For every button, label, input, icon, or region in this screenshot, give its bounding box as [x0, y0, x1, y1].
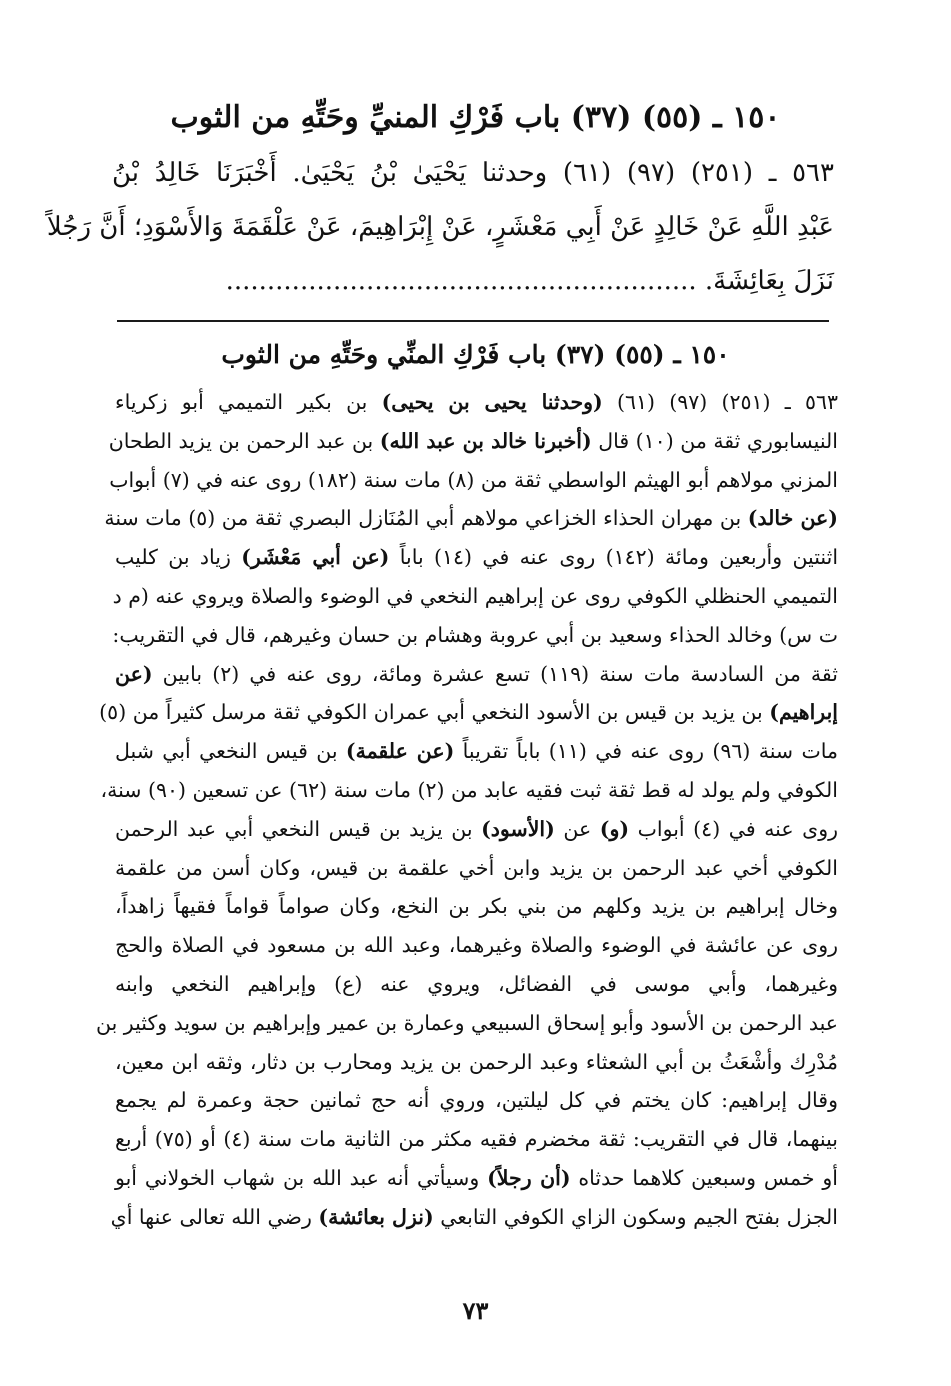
hadith-text: [46, 146, 834, 308]
commentary-segment: أو خمس وسبعين كلاهما حدثاه: [570, 1165, 838, 1190]
commentary-segment: بن قيس النخعي أبي شبل: [115, 739, 346, 764]
commentary-segment: عن: [554, 816, 600, 841]
bold-term: (و): [599, 816, 630, 841]
commentary-line: [115, 887, 838, 926]
commentary-segment: مُدْرِك وأشْعَثُ بن أبي الشعثاء وعبد الرحمن بن يزيد ومحارب بن دثار، وثقه ابن معين،: [115, 1049, 838, 1074]
commentary-segment: بن يزيد بن قيس بن الأسود النخعي أبي عمران الكوفي ثقة مرسل كثيراً من (٥): [99, 700, 770, 725]
commentary-segment: وقال إبراهيم: كان يختم في كل ليلتين، وروي أنه حج ثمانين حجة وعمرة لم يجمع: [115, 1088, 838, 1113]
commentary-line: [115, 1120, 838, 1159]
commentary-segment: التميمي الحنظلي الكوفي روى عن إبراهيم النخعي في الوضوء والصلاة ويروي عنه (م د: [112, 583, 838, 608]
commentary-segment: اثنتين وأربعين ومائة (١٤٢) روى عنه في (١٤) باباً: [389, 545, 839, 570]
commentary-chapter-title: ١٥٠ ـ (٥٥) (٣٧) باب فَرْكِ المنِّي وحَتِّهِ من الثوب: [221, 340, 730, 369]
commentary-segment: ٥٦٣ ـ (٢٥١) (٩٧) (٦١): [602, 390, 839, 414]
commentary-segment: بن مهران الحذاء الخزاعي مولاهم أبي المُنَازل البصري ثقة من (٥) مات سنة: [104, 506, 748, 531]
commentary-text: [95, 383, 839, 1237]
commentary-segment: النيسابوري ثقة من (١٠) قال: [591, 428, 838, 453]
bold-term: (عن: [115, 661, 153, 686]
commentary-line: [115, 810, 838, 849]
bold-term: (أن رجلاً): [487, 1165, 571, 1190]
commentary-segment: رضي الله تعالى عنها أي: [110, 1204, 319, 1229]
commentary-segment: زياد بن كليب: [115, 545, 242, 570]
commentary-line: [115, 965, 838, 1004]
bold-term: (عن علقمة): [345, 739, 455, 764]
commentary-line: [100, 771, 838, 810]
bold-term: (عن أبي مَعْشَر): [241, 545, 390, 570]
bold-term: إبراهيم): [769, 700, 838, 725]
commentary-segment: مات سنة (٩٦) روى عنه في (١١) باباً تقريباً: [454, 739, 838, 764]
commentary-line: [115, 926, 838, 965]
hadith-chapter-title: ١٥٠ ـ (٥٥) (٣٧) باب فَرْكِ المنيِّ وحَتِّهِ من الثوب: [170, 100, 781, 135]
commentary-segment: ت س) وخالد الحذاء وسعيد بن أبي عروبة وهشام بن حسان وغيرهم، قال في التقريب:: [112, 622, 838, 647]
bold-term: (الأسود): [481, 816, 555, 841]
commentary-line: [115, 383, 838, 422]
commentary-segment: وغيرهما، وأبي موسى في الفضائل، ويروي عنه (ع) وإبراهيم النخعي وابنه: [115, 971, 838, 996]
commentary-segment: الكوفي ولم يولد له قط ثقة ثبت فقيه عابد من (٢) مات سنة (٦٢) عن تسعين (٩٠) سنة،: [100, 777, 838, 802]
commentary-segment: بينهما، قال في التقريب: ثقة مخضرم فقيه مكثر من الثانية مات سنة (٤) أو (٧٥) أربع: [115, 1127, 838, 1152]
commentary-segment: بن عبد الرحمن بن يزيد الطحان: [108, 428, 380, 453]
hadith-line: عَبْدِ اللَّهِ عَنْ خَالِدٍ عَنْ أَبِي مَعْشَرٍ، عَنْ إِبْرَاهِيمَ، عَنْ عَلْقَمَةَ وَالأَسْوَدِ؛ أَنَّ رَجُلاً: [46, 212, 834, 242]
bold-term: (أخبرنا خالد بن عبد الله): [379, 428, 592, 453]
commentary-line: [95, 1004, 838, 1043]
commentary-segment: روى عنه في (٤) أبواب: [629, 816, 839, 841]
commentary-line: [115, 655, 838, 694]
commentary-segment: روى عن عائشة في الوضوء والصلاة وغيرهما، وعبد الله بن مسعود في الصلاة والحج: [115, 933, 838, 958]
commentary-line: [115, 1043, 838, 1082]
hadith-line: ٥٦٣ ـ (٢٥١) (٩٧) (٦١) وحدثنا يَحْيَىٰ بْنُ يَحْيَىٰ. أَخْبَرَنَا خَالِدُ بْنُ: [112, 158, 834, 188]
commentary-line: [112, 577, 838, 616]
commentary-segment: بن بكير التميمي أبو زكرياء: [115, 390, 382, 414]
bold-term: (نزل بعائشة): [318, 1204, 434, 1229]
commentary-segment: المزني مولاهم أبو الهيثم الواسطي ثقة من (٨) مات سنة (١٨٢) روى عنه في (٧) أبواب: [109, 467, 838, 492]
commentary-line: [108, 422, 838, 461]
bold-term: (عن خالد): [747, 506, 838, 531]
commentary-line: [99, 693, 838, 732]
commentary-line: [115, 1159, 838, 1198]
commentary-line: [112, 616, 838, 655]
commentary-segment: وخال إبراهيم بن يزيد وكلهم من بني بكر بن النخع، وكان صواماً قواماً فقيهاً زاهداً،: [115, 894, 838, 919]
commentary-line: [115, 1081, 838, 1120]
commentary-segment: بن يزيد بن قيس النخعي أبي عبد الرحمن: [115, 816, 482, 841]
bold-term: (وحدثنا يحيى بن يحيى): [381, 390, 603, 414]
commentary-line: [104, 499, 838, 538]
section-divider: [117, 320, 829, 322]
commentary-segment: وسيأتي أنه عبد الله بن شهاب الخولاني أبو: [115, 1165, 488, 1190]
commentary-segment: الجزل بفتح الجيم وسكون الزاي الكوفي التابعي: [433, 1204, 838, 1229]
commentary-line: [109, 461, 838, 500]
commentary-segment: عبد الرحمن بن الأسود وأبو إسحاق السبيعي وعمارة بن عمير وإبراهيم بن سويد وكثير بن: [95, 1010, 838, 1035]
commentary-line: [110, 1198, 838, 1237]
commentary-segment: ثقة من السادسة مات سنة (١١٩) تسع عشرة ومائة، روى عنه في (٢) بابين: [152, 661, 838, 686]
commentary-line: [115, 732, 838, 771]
hadith-line: نَزَلَ بِعَائِشَةَ. .........................................................: [225, 266, 834, 296]
commentary-line: [115, 849, 838, 888]
commentary-line: [115, 538, 838, 577]
page-number: ٧٣: [462, 1296, 489, 1325]
commentary-segment: الكوفي أخي عبد الرحمن بن يزيد وابن أخي علقمة بن قيس، وكان أسن من علقمة: [115, 855, 838, 880]
